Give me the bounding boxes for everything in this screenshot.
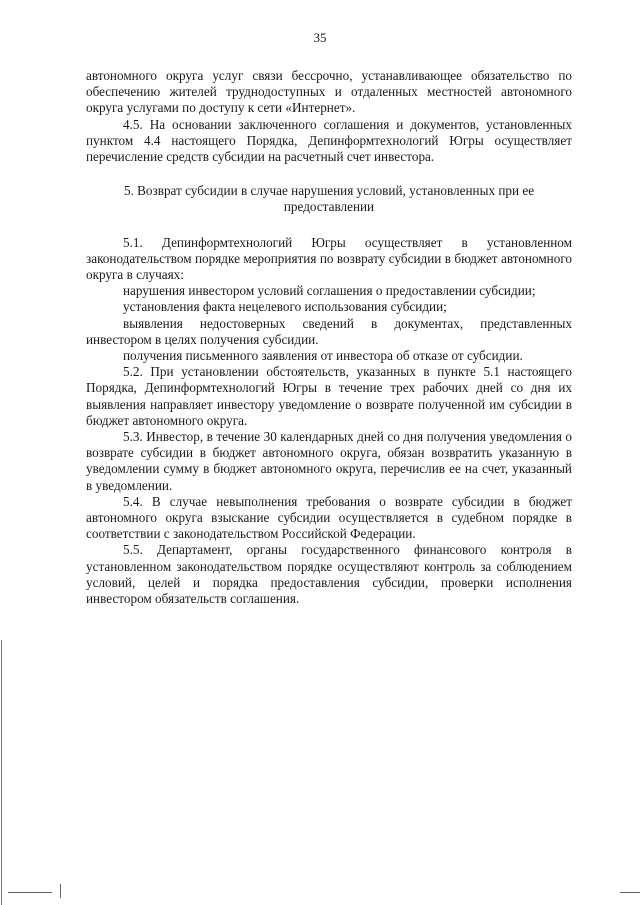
list-item-false-info: выявления недостоверных сведений в документах, представленных инвестором в целях получения субсидии.	[86, 315, 572, 347]
scan-bottom-tick	[60, 884, 61, 898]
paragraph-5-4: 5.4. В случае невыполнения требования о возврате субсидии в бюджет автономного округа взыскание субсидии осуществляется в судебном порядке в соответствии с законодательством Российской Федерации.	[86, 493, 572, 542]
document-body	[86, 68, 572, 607]
paragraph-5-5: 5.5. Департамент, органы государственного финансового контроля в установленном законодательством порядке осуществляют контроль за соблюдением условий, целей и порядка предоставления субсидии, проверки исполнения инвестором обязательств соглашения.	[86, 542, 572, 607]
scan-edge-line	[1, 640, 2, 905]
scan-bottom-mark-right	[620, 892, 640, 893]
list-item-violation: нарушения инвестором условий соглашения о предоставлении субсидии;	[123, 283, 536, 299]
paragraph-5-3: 5.3. Инвестор, в течение 30 календарных дней со дня получения уведомления о возврате субсидии в бюджет автономного округа, обязан возвратить указанную в уведомлении сумму в бюджет автономного округа, перечислив ее на счет, указанный в уведомлении.	[86, 429, 572, 493]
paragraph-5-1: 5.1. Депинформтехнологий Югры осуществляет в установленном законодательством порядке мероприятия по возврату субсидии в бюджет автономного округа в случаях:	[86, 234, 572, 283]
list-item-refusal: получения письменного заявления от инвестора об отказе от субсидии.	[123, 348, 523, 364]
page-number: 35	[313, 30, 327, 45]
paragraph-4-5: 4.5. На основании заключенного соглашения и документов, установленных пунктом 4.4 настоящего Порядка, Депинформтехнологий Югры осуществляет перечисление средств субсидии на расчетный счет инвестора.	[86, 116, 572, 165]
paragraph-continuation: автономного округа услуг связи бессрочно, устанавливающее обязательство по обеспечению жителей труднодоступных и отдаленных местностей автономного округа услугами по доступу к сети «Интернет».	[86, 68, 572, 116]
section-heading: 5. Возврат субсидии в случае нарушения условий, установленных при ее предоставлении	[123, 183, 535, 215]
list-item-misuse: установления факта нецелевого использования субсидии;	[123, 299, 447, 315]
scan-bottom-mark-left	[8, 892, 52, 893]
paragraph-5-2: 5.2. При установлении обстоятельств, указанных в пункте 5.1 настоящего Порядка, Депинформтехнологий Югры в течение трех рабочих дней со дня их выявления направляет инвестору уведомление о возврате полученной им субсидии в бюджет автономного округа.	[86, 364, 572, 428]
